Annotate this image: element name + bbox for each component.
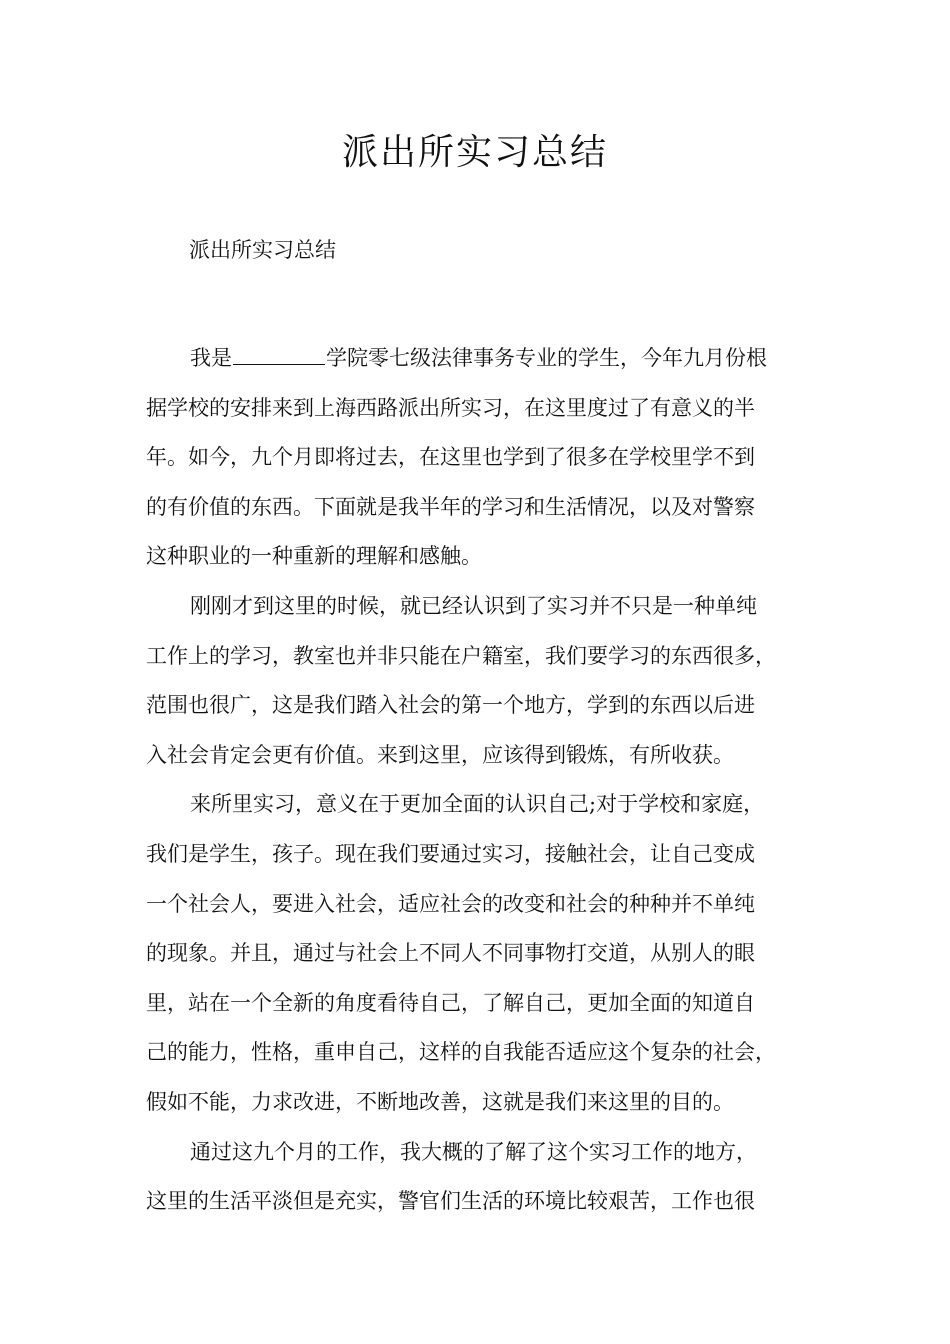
- paragraph-line: 据学校的安排来到上海西路派出所实习，在这里度过了有意义的半: [146, 395, 755, 420]
- paragraph-line: 这里的生活平淡但是充实，警官们生活的环境比较艰苦，工作也很: [146, 1189, 755, 1214]
- paragraph-line: 一个社会人，要进入社会，适应社会的改变和社会的种种并不单纯: [146, 891, 755, 916]
- document-title: 派出所实习总结: [341, 132, 608, 173]
- paragraph-line: 这种职业的一种重新的理解和感触。: [146, 544, 482, 569]
- paragraph-line: 来所里实习，意义在于更加全面的认识自己;对于学校和家庭，: [190, 792, 765, 817]
- paragraph-line: 假如不能，力求改进，不断地改善，这就是我们来这里的目的。: [146, 1089, 734, 1114]
- paragraph-line: [146, 334, 836, 384]
- document-subtitle: 派出所实习总结: [189, 238, 336, 262]
- fill-in-blank: [233, 346, 325, 365]
- paragraph-4: [146, 1128, 836, 1227]
- paragraph-line: 工作上的学习，教室也并非只能在户籍室，我们要学习的东西很多，: [146, 643, 776, 668]
- line-text-after-blank: 学院零七级法律事务专业的学生，今年九月份根: [326, 346, 767, 370]
- document-body: [146, 334, 836, 1227]
- paragraph-3: [146, 780, 836, 1127]
- paragraph-line: 己的能力，性格，重申自己，这样的自我能否适应这个复杂的社会，: [146, 1040, 776, 1065]
- line-text-before-blank: 我是: [190, 346, 232, 370]
- paragraph-1: [146, 334, 836, 582]
- paragraph-line: 范围也很广，这是我们踏入社会的第一个地方，学到的东西以后进: [146, 693, 755, 718]
- paragraph-line: 通过这九个月的工作，我大概的了解了这个实习工作的地方，: [190, 1139, 757, 1164]
- paragraph-line: 的有价值的东西。下面就是我半年的学习和生活情况，以及对警察: [146, 494, 755, 519]
- paragraph-line: 的现象。并且，通过与社会上不同人不同事物打交道，从别人的眼: [146, 941, 755, 966]
- paragraph-line: 里，站在一个全新的角度看待自己，了解自己，更加全面的知道自: [146, 990, 755, 1015]
- paragraph-2: [146, 582, 836, 780]
- paragraph-line: 入社会肯定会更有价值。来到这里，应该得到锻炼，有所收获。: [146, 742, 734, 767]
- paragraph-line: 年。如今，九个月即将过去，在这里也学到了很多在学校里学不到: [146, 445, 755, 470]
- paragraph-line: 我们是学生，孩子。现在我们要通过实习，接触社会，让自己变成: [146, 841, 755, 866]
- paragraph-line: 刚刚才到这里的时候，就已经认识到了实习并不只是一种单纯: [190, 593, 757, 618]
